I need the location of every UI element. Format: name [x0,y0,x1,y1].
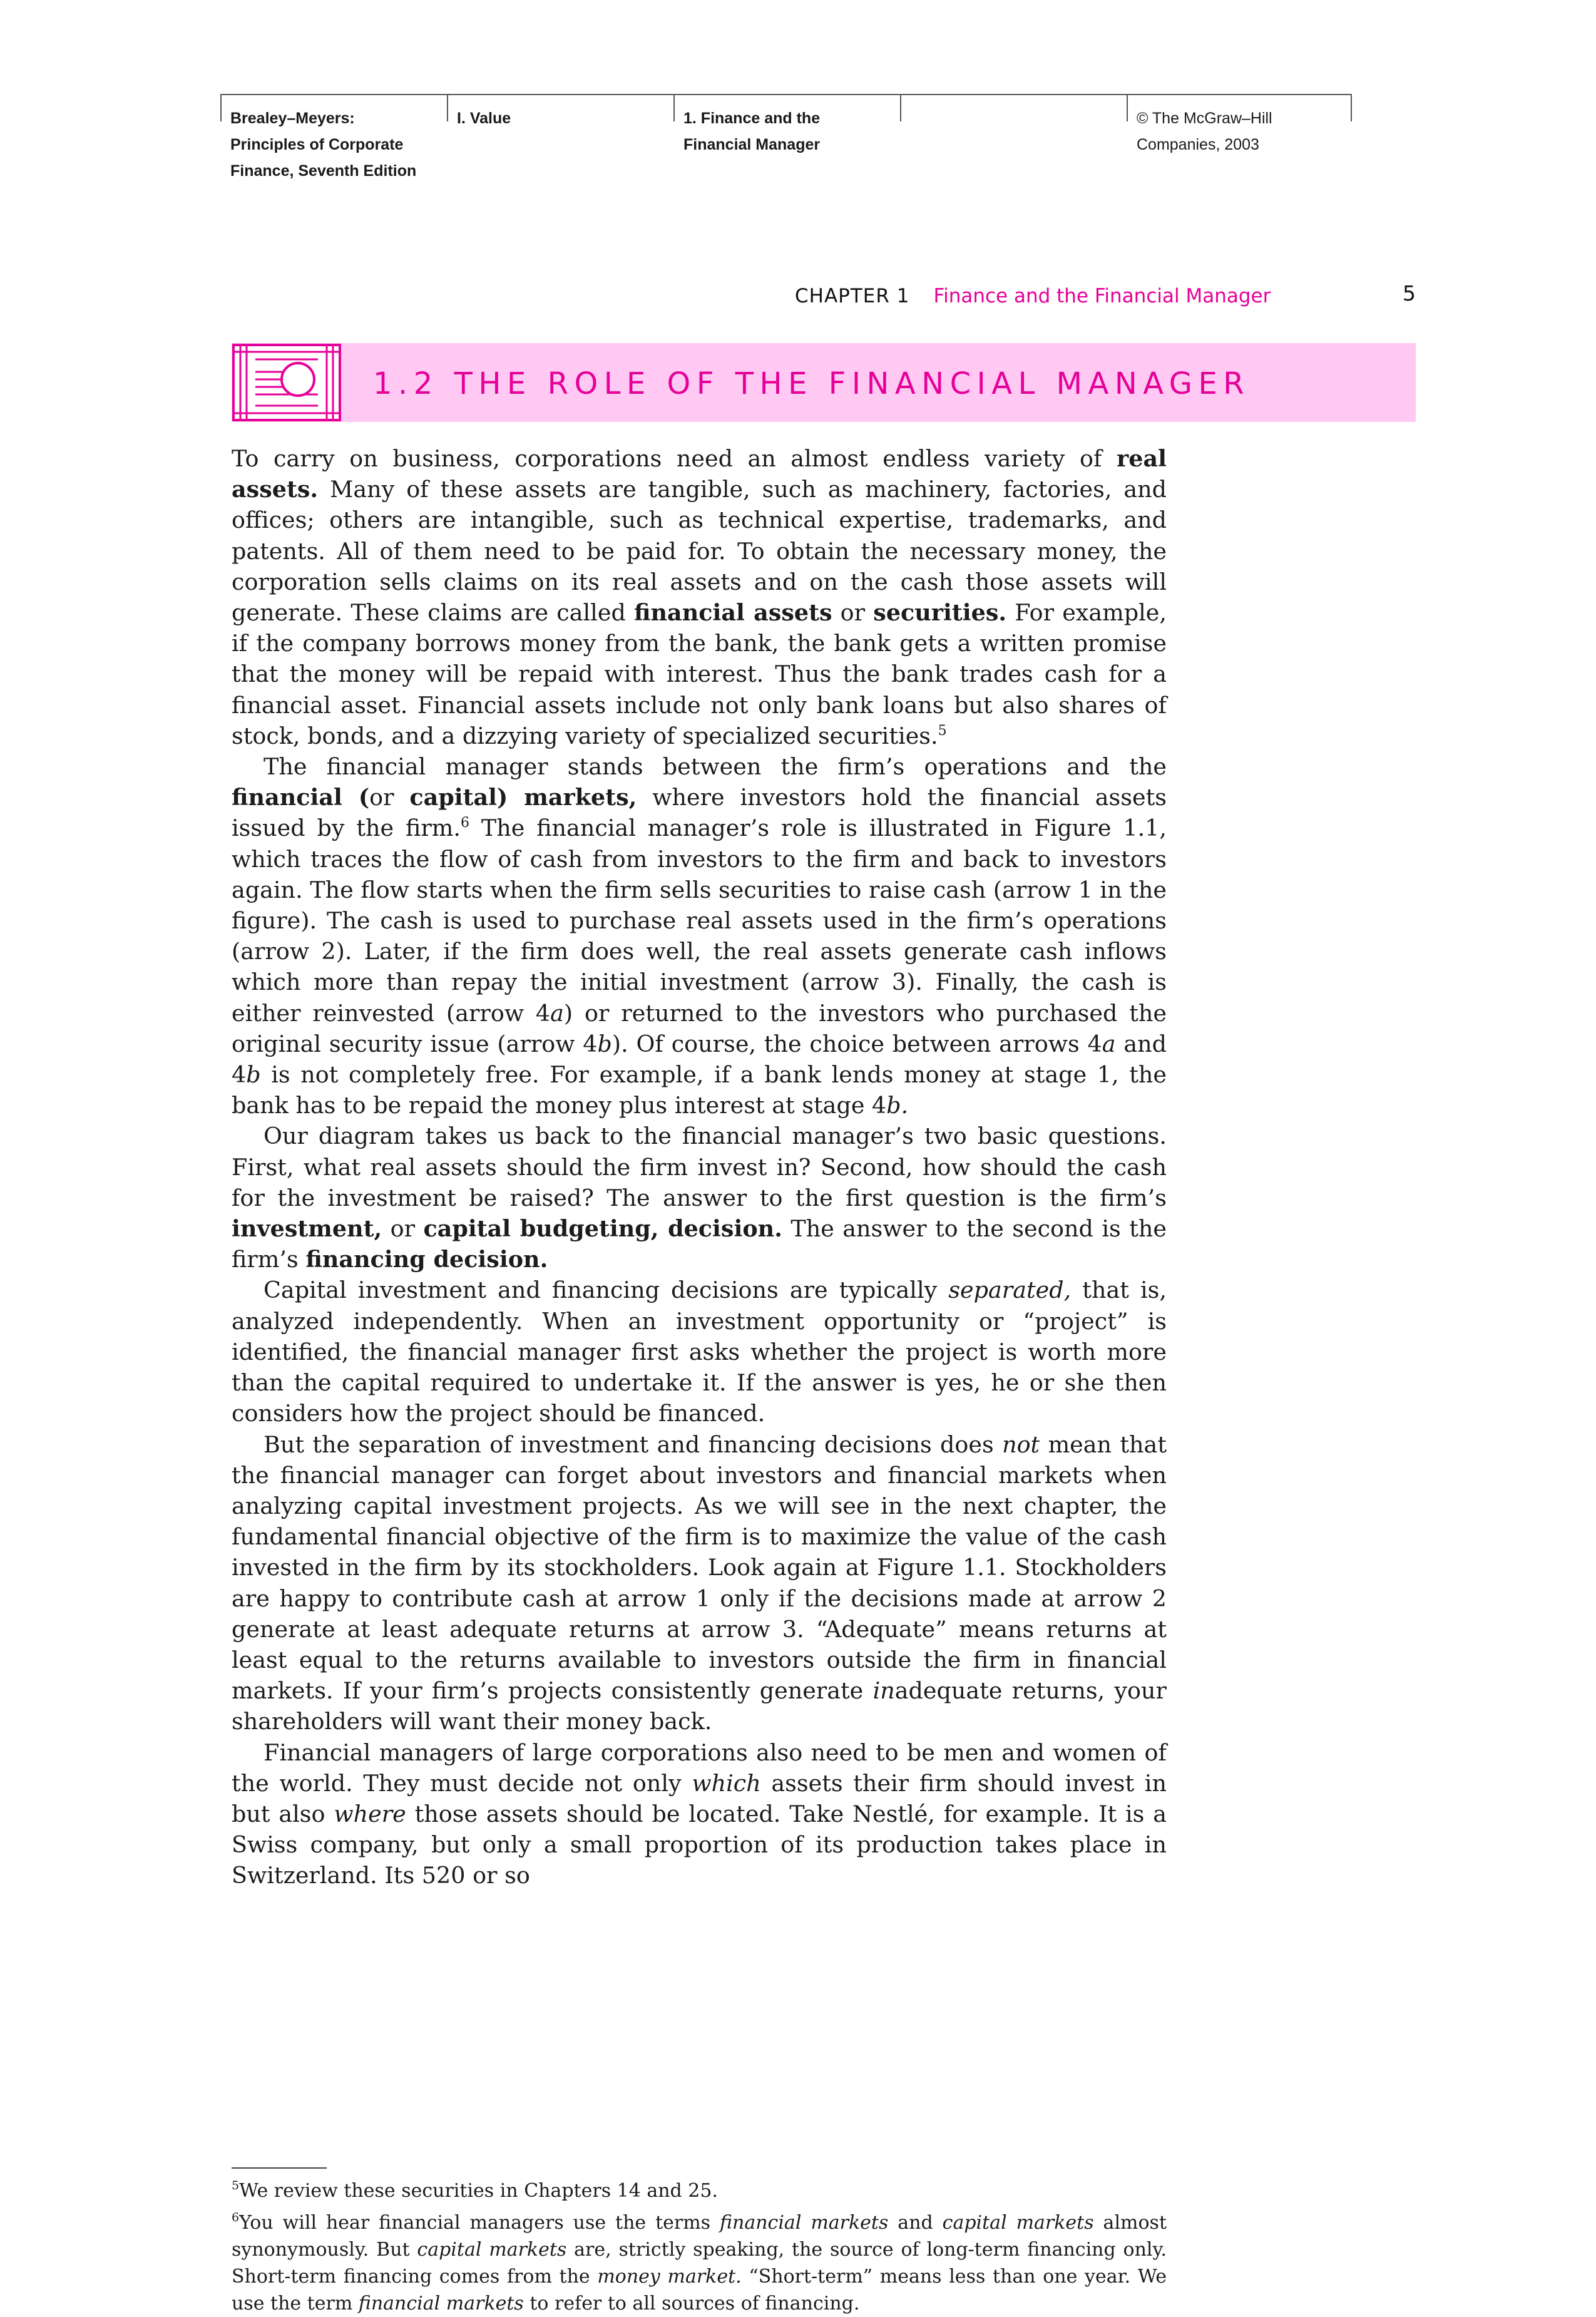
header-divider [1127,94,1128,121]
footnote-6: $^6$You will hear financial managers use the terms financial markets and capital markets almost synonymously. But capital markets are, strictly speaking, the source of long-term financing only. Short-term financing comes from the money market. “Short-term” means less than one year. We use the term financial markets to refer to all sources of financing. [232,2211,1167,2314]
footnotes [232,2177,1167,2317]
chapter-label: CHAPTER 1 [795,285,910,307]
paragraph: To carry on business, corporations need an almost endless variety of real assets. Many of these assets are tangible, such as machinery, factories, and offices; others are intangible, such as technical expertise, trademarks, and patents. All of them need to be paid for. To obtain the necessary money, the corporation sells claims on its real assets and on the cash those assets will generate. These claims are called financial assets or securities. For example, if the company borrows money from the bank, the bank gets a written promise that the money will be repaid with interest. Thus the bank trades cash for a financial asset. Financial assets include not only bank loans but also shares of stock, bonds, and a dizzying variety of specialized securities.$^5$ [232,445,1167,749]
chapter-running-head [795,280,1421,312]
chapter-title: Finance and the Financial Manager [933,285,1271,307]
header-cell-book [220,94,447,182]
key-term: capital) markets, [409,784,637,811]
header-cell-copyright [1127,94,1352,182]
key-term: capital budgeting, decision. [423,1215,782,1243]
section-icon [232,343,342,422]
header-book-line: Brealey–Meyers: [230,110,355,127]
header-cell-empty [900,94,1127,182]
header-divider [900,94,901,121]
paragraph: Capital investment and financing decisions are typically separated, that is, analyzed independently. When an investment opportunity or “project” is identified, the financial manager first asks whether the project is worth more than the capital required to undertake it. If the answer is yes, he or she then considers how the project should be financed. [232,1277,1167,1427]
footnote-marker: 5 [938,722,947,739]
footnote-5: $^5$We review these securities in Chapters 14 and 25. [232,2179,719,2202]
book-header [220,94,1352,187]
key-term: financial assets [633,599,832,627]
paragraph: Our diagram takes us back to the financial manager’s two basic questions. First, what real assets should the firm invest in? Second, how should the cash for the investment be raised? The answer to the first question is the firm’s investment, or capital budgeting, decision. The answer to the second is the firm’s financing decision. [232,1123,1167,1273]
key-term: real assets. [232,445,1167,503]
paragraph: Financial managers of large corporations also need to be men and women of the world. They must decide not only which assets their firm should invest in but also where those assets should be located. Take Nestlé, for example. It is a Swiss company, but only a small proportion of its production takes place in Switzerland. Its 520 or so [232,1739,1167,1889]
paragraph: But the separation of investment and financing decisions does not mean that the financial manager can forget about investors and financial markets when analyzing capital investment projects. As we will see in the next chapter, the fundamental financial objective of the firm is to maximize the value of the cash invested in the firm by its stockholders. Look again at Figure 1.1. Stockholders are happy to contribute cash at arrow 1 only if the decisions made at arrow 2 generate at least adequate returns at arrow 3. “Adequate” means returns at least equal to the returns available to investors outside the firm in financial markets. If your firm’s projects consistently generate inadequate returns, your shareholders will want their money back. [232,1431,1167,1735]
footnote-marker: 6 [461,815,469,831]
header-chapter-line: Financial Manager [683,136,821,153]
key-term: securities. [873,599,1007,627]
header-divider [220,94,222,121]
section-heading-band [232,343,1416,422]
footnote-rule [232,2167,327,2169]
header-divider [447,94,448,121]
header-book-line: Finance, Seventh Edition [230,162,417,180]
key-term: financial ( [232,784,370,811]
header-copyright-line: © The McGraw–Hill [1137,110,1272,127]
key-term: investment, [232,1215,382,1243]
header-chapter-line: 1. Finance and the [683,110,821,127]
page-number: 5 [1403,281,1416,306]
paragraph: The financial manager stands between the firm’s operations and the financial (or capital) markets, where investors hold the financial assets issued by the firm.$^6$ The financial manager’s role is illustrated in Figure 1.1, which traces the flow of cash from investors to the firm and back to investors again. The flow starts when the firm sells securities to raise cash (arrow 1 in the figure). The cash is used to purchase real assets used in the firm’s operations (arrow 2). Later, if the firm does well, the real assets generate cash inflows which more than repay the initial investment (arrow 3). Finally, the cash is either reinvested (arrow 4a) or returned to the investors who purchased the original security issue (arrow 4b). Of course, the choice between arrows 4a and 4b is not completely free. For example, if a bank lends money at stage 1, the bank has to be repaid the money plus interest at stage 4b. [232,753,1167,1119]
footnote-number: 6 [232,2211,240,2224]
header-divider [673,94,675,121]
header-copyright-line: Companies, 2003 [1137,136,1259,153]
header-divider [1351,94,1352,121]
header-cell-chapter [673,94,900,182]
header-part-line: I. Value [457,110,511,127]
section-title: 1.2 THE ROLE OF THE FINANCIAL MANAGER [373,366,1251,401]
body-text [232,443,1167,1891]
header-book-line: Principles of Corporate [230,136,404,153]
footnote-number: 5 [232,2179,240,2192]
key-term: financing decision. [305,1246,548,1273]
header-cell-part [447,94,673,182]
